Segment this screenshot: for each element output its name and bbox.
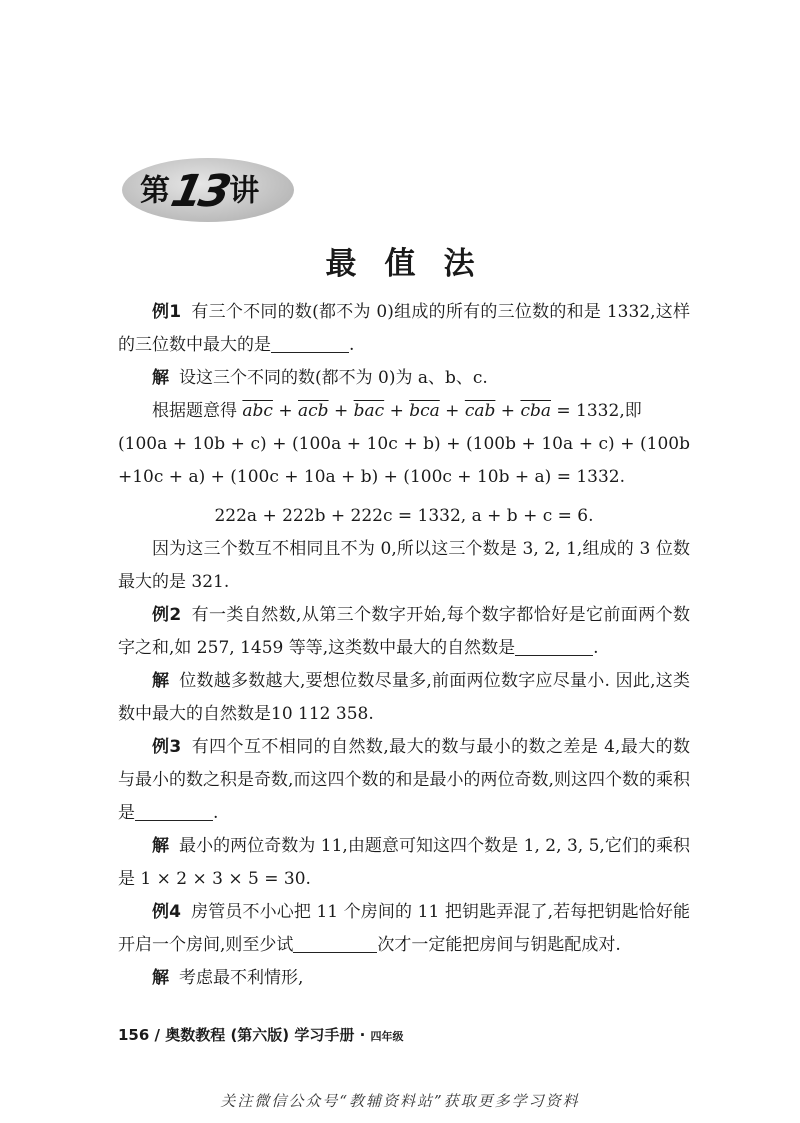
equation-lead: 根据题意得 — [152, 401, 237, 421]
example-text: 有三个不同的数(都不为 0)组成的所有的三位数的和是 1332,这样的三位数中最大的是 — [118, 302, 690, 355]
lecture-badge — [140, 166, 259, 217]
example-label: 例4 — [152, 902, 181, 922]
example-text: 有四个互不相同的自然数,最大的数与最小的数之差是 4,最大的数与最小的数之积是奇数,而这四个数的和是最小的两位奇数,则这四个数的乘积是 — [118, 737, 690, 823]
overline-term: $\overline{bca}$ — [409, 401, 440, 421]
solution-label: 解 — [152, 368, 169, 388]
watermark-text: 关注微信公众号“教辅资料站”获取更多学习资料 — [220, 1092, 580, 1110]
example-text: 有一类自然数,从第三个数字开始,每个数字都恰好是它前面两个数字之和,如 257, 1459 等等,这类数中最大的自然数是 — [118, 605, 690, 658]
example-tail: 次才一定能把房间与钥匙配成对. — [377, 935, 621, 955]
example-2 — [118, 599, 690, 665]
example-3 — [118, 731, 690, 830]
solution-label: 解 — [152, 671, 170, 691]
solution-text: 位数越多数越大,要想位数尽量多,前面两位数字应尽量小. 因此,这类数中最大的自然数是10 112 358. — [118, 671, 690, 724]
example-label: 例3 — [152, 737, 182, 757]
answer-blank — [515, 637, 593, 656]
page-footer — [118, 1024, 404, 1045]
simplified-equation: 222a + 222b + 222c = 1332, a + b + c = 6. — [214, 506, 594, 526]
solution-2 — [118, 665, 690, 731]
answer-blank — [293, 934, 377, 953]
solution-4 — [118, 962, 690, 995]
solution-1-conclusion: 因为这三个数互不相同且不为 0,所以这三个数是 3, 2, 1,组成的 3 位数最大的是 321. — [118, 539, 690, 592]
footer-grade: 四年级 — [370, 1030, 404, 1043]
example-tail: . — [213, 803, 219, 823]
example-text: 房管员不小心把 11 个房间的 11 把钥匙弄混了,若每把钥匙恰好能开启一个房间,则至少试 — [118, 902, 690, 955]
solution-text: 考虑最不利情形, — [179, 968, 304, 988]
overline-term: $\overline{cba}$ — [520, 401, 551, 421]
answer-blank — [271, 334, 349, 353]
solution-label: 解 — [152, 968, 169, 988]
lecture-suffix: 讲 — [229, 173, 260, 209]
overline-term: $\overline{acb}$ — [298, 401, 329, 421]
lecture-number: 13 — [166, 165, 233, 217]
solution-label: 解 — [152, 836, 170, 856]
answer-blank — [135, 802, 213, 821]
expanded-equation: (100a + 10b + c) + (100a + 10c + b) + (100b + 10a + c) + (100b +10c + a) + (100c + 10a + b) + (100c + 10b + a) = 1332. — [118, 434, 690, 487]
example-1 — [118, 296, 690, 362]
footer-text: 156 / 奥数教程 (第六版) 学习手册 · — [118, 1026, 366, 1044]
overline-term: $\overline{bac}$ — [353, 401, 385, 421]
example-label: 例2 — [152, 605, 182, 625]
overline-term: $\overline{abc}$ — [242, 401, 273, 421]
solution-text: 最小的两位奇数为 11,由题意可知这四个数是 1, 2, 3, 5,它们的乘积是 1 × 2 × 3 × 5 = 30. — [118, 836, 691, 889]
sum-equation: 根据题意得 $\overline{abc} + \overline{acb} + \overline{bac} + \overline{bca} + \overline{cab} + \overline{cba} = 1332$,即 — [152, 401, 642, 421]
lecture-prefix: 第 — [140, 173, 170, 209]
chapter-title: 最值法 — [325, 246, 503, 282]
equation-result: = 1332,即 — [556, 401, 642, 421]
solution-1 — [118, 362, 690, 395]
overline-term: $\overline{cab}$ — [464, 401, 496, 421]
example-tail: . — [349, 335, 355, 355]
solution-3 — [118, 830, 690, 896]
example-4 — [118, 896, 690, 962]
solution-text: 设这三个不同的数(都不为 0)为 a、b、c. — [179, 368, 488, 388]
document-body — [118, 296, 690, 995]
example-label: 例1 — [152, 302, 182, 322]
example-tail: . — [593, 638, 599, 658]
